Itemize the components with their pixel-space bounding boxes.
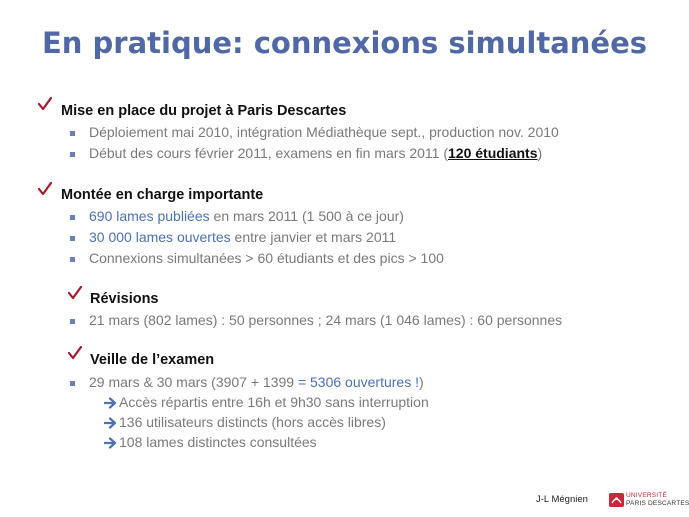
bullet-revisions: 21 mars (802 lames) : 50 personnes ; 24 mars (1 046 lames) : 60 personnes [89, 312, 563, 328]
checkmark-icon [68, 286, 82, 300]
university-logo [609, 490, 689, 510]
text-segment: 29 mars & 30 mars (3907 + 1399 [89, 374, 298, 390]
square-bullet-icon [70, 319, 75, 324]
bullet-lames-ouvertes [89, 229, 396, 245]
highlight-lames-ouvertes: 30 000 lames ouvertes [89, 229, 231, 245]
bullet-connexions: Connexions simultanées > 60 étudiants et des pics > 100 [89, 250, 444, 266]
section-heading-montee: Montée en charge importante [61, 187, 264, 203]
text-segment: ) [418, 374, 424, 390]
section-heading-projet: Mise en place du projet à Paris Descartes [61, 103, 347, 119]
square-bullet-icon [70, 257, 75, 262]
section-heading-veille: Veille de l’examen [90, 352, 215, 368]
subitem-acces-repartis: Accès répartis entre 16h et 9h30 sans interruption [119, 394, 429, 410]
square-bullet-icon [70, 152, 75, 157]
highlight-ouvertures: = 5306 ouvertures ! [297, 374, 419, 390]
text-segment: Début des cours février 2011, examens en fin mars 2011 ( [89, 145, 448, 161]
footer-author: J-L Mégnien [536, 494, 588, 505]
square-bullet-icon [70, 381, 75, 386]
bullet-debut-cours [89, 145, 542, 161]
logo-line1: UNIVERSITÉ [626, 492, 668, 499]
arrow-right-icon [104, 397, 118, 409]
university-emblem-icon [609, 493, 624, 507]
text-segment: en mars 2011 (1 500 à ce jour) [209, 208, 404, 224]
checkmark-icon [38, 97, 52, 111]
logo-line2: PARIS DESCARTES [626, 500, 689, 507]
arrow-right-icon [104, 417, 118, 429]
square-bullet-icon [70, 215, 75, 220]
checkmark-icon [68, 346, 82, 360]
bullet-lames-publiees [89, 208, 404, 224]
subitem-lames-distinctes: 108 lames distinctes consultées [119, 434, 317, 450]
arrow-right-icon [104, 437, 118, 449]
text-segment: ) [537, 145, 543, 161]
square-bullet-icon [70, 236, 75, 241]
square-bullet-icon [70, 131, 75, 136]
bullet-29-30-mars [89, 374, 424, 390]
highlight-120-etudiants: 120 étudiants [448, 145, 538, 161]
text-segment: entre janvier et mars 2011 [230, 229, 397, 245]
subitem-utilisateurs: 136 utilisateurs distincts (hors accès libres) [119, 414, 386, 430]
checkmark-icon [38, 182, 52, 196]
highlight-lames-publiees: 690 lames publiées [89, 208, 210, 224]
section-heading-revisions: Révisions [90, 291, 159, 307]
slide-title: En pratique: connexions simultanées [41, 26, 648, 60]
bullet-deploiement: Déploiement mai 2010, intégration Médiathèque sept., production nov. 2010 [89, 124, 559, 140]
